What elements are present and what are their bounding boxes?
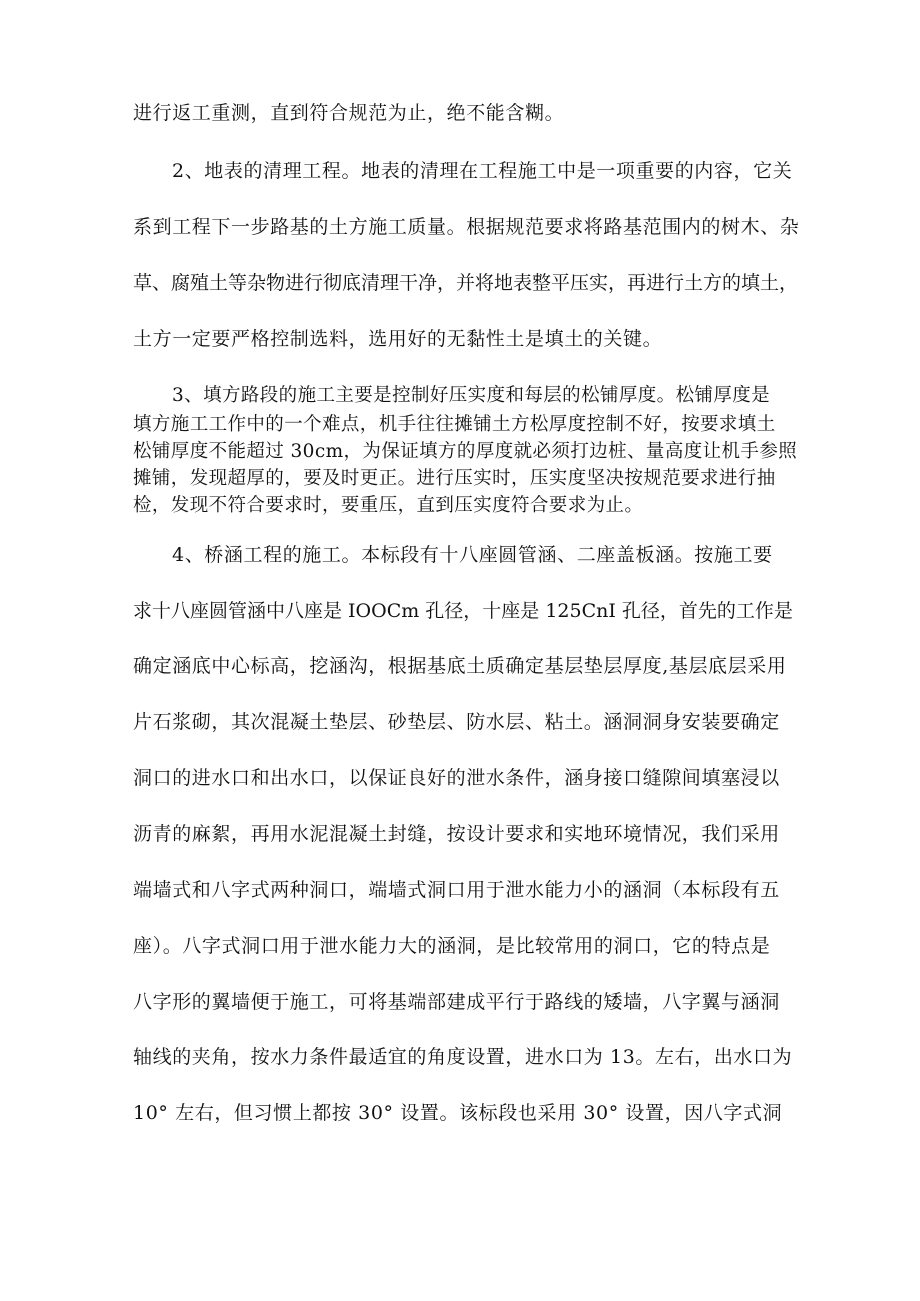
text-line: 4、桥涵工程的施工。本标段有十八座圆管涵、二座盖板涵。按施工要 [172,544,773,566]
text-line: 洞口的进水口和出水口，以保证良好的泄水条件，涵身接口缝隙间填塞浸以 [133,767,780,789]
text-line: 端墙式和八字式两种洞口，端墙式洞口用于泄水能力小的涵洞（本标段有五 [133,879,780,901]
text-line: 松铺厚度不能超过 30cm，为保证填方的厚度就必须打边桩、量高度让机手参照 [133,441,798,462]
text-line: 土方一定要严格控制选料，选用好的无黏性土是填土的关键。 [133,328,663,350]
text-line: 求十八座圆管涵中八座是 IOOCm 孔径，十座是 125CnI 孔径，首先的工作是 [133,600,793,622]
text-line: 确定涵底中心标高，挖涵沟，根据基底土质确定基层垫层厚度,基层底层采用 [133,655,787,677]
text-line: 八字形的翼墙便于施工，可将基端部建成平行于路线的矮墙，八字翼与涵洞 [133,991,780,1013]
text-line: 沥青的麻絮，再用水泥混凝土封缝，按设计要求和实地环境情况，我们采用 [133,823,780,845]
text-line: 系到工程下一步路基的土方施工质量。根据规范要求将路基范围内的树木、杂 [133,216,800,238]
text-line: 草、腐殖土等杂物进行彻底清理干净，并将地表整平压实，再进行土方的填土， [133,272,799,294]
text-line: 片石浆砌，其次混凝土垫层、砂垫层、防水层、粘土。涵洞洞身安装要确定 [133,711,780,733]
text-line: 10° 左右，但习惯上都按 30° 设置。该标段也采用 30° 设置，因八字式洞 [133,1102,783,1124]
text-line: 填方施工工作中的一个难点，机手往往摊铺土方松厚度控制不好，按要求填土 [133,414,776,435]
text-line: 座）。八字式洞口用于泄水能力大的涵洞，是比较常用的洞口，它的特点是 [133,935,771,957]
text-line: 3、填方路段的施工主要是控制好压实度和每层的松铺厚度。松铺厚度是 [172,385,771,406]
text-line: 检，发现不符合要求时，要重压，直到压实度符合要求为止。 [133,495,644,516]
text-line: 进行返工重测，直到符合规范为止，绝不能含糊。 [133,102,565,124]
text-line: 轴线的夹角，按水力条件最适宜的角度设置，进水口为 13。左右，出水口为 [133,1046,793,1068]
text-line: 2、地表的清理工程。地表的清理在工程施工中是一项重要的内容，它关 [172,160,793,182]
text-line: 摊铺，发现超厚的，要及时更正。进行压实时，压实度坚决按规范要求进行抽 [133,468,776,489]
